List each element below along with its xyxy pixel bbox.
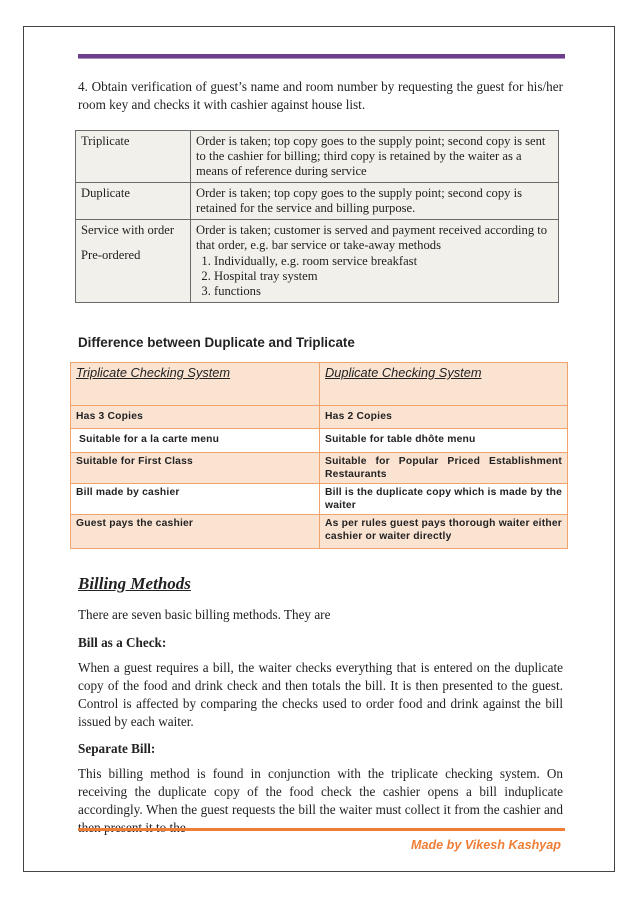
checking-methods-table xyxy=(75,130,559,303)
term-service-with-order: Service with order xyxy=(81,223,175,237)
list-item: 2. Hospital tray system xyxy=(214,269,553,284)
table-row xyxy=(71,484,568,515)
table-row xyxy=(76,131,559,183)
separate-bill-paragraph: This billing method is found in conjunction with the triplicate checking system. On receiving the duplicate copy of the food check the cashier opens a bill induplicate accordingly. When the guest requests the bill the waiter must collect it from the cashier and xyxy=(78,766,563,817)
table-row xyxy=(71,429,568,453)
list-item: 1. Individually, e.g. room service breakfast xyxy=(214,254,553,269)
table-row xyxy=(71,406,568,429)
author-credit: Made by Vikesh Kashyap xyxy=(410,838,561,852)
term-cell: Duplicate xyxy=(76,183,191,220)
term-pre-ordered: Pre-ordered xyxy=(81,248,141,262)
bill-as-check-paragraph: When a guest requires a bill, the waiter checks everything that is entered on the duplicate copy of the food and drink check and then totals the bill. It is then presented to the guest. Control is affected by comparing the checks used to order food and drink against the bill issued by each waiter. xyxy=(78,660,563,729)
billing-intro: There are seven basic billing methods. They are xyxy=(78,607,331,622)
table-cell: Bill made by cashier xyxy=(71,484,320,515)
table-cell: Guest pays the cashier xyxy=(71,515,320,549)
description-cell: Order is taken; top copy goes to the supply point; second copy is retained for the service and billing purpose. xyxy=(191,183,559,220)
header-rule xyxy=(78,54,565,59)
billing-methods-title: Billing Methods xyxy=(78,574,191,593)
table-cell: Suitable for Popular Priced Establishment Restaurants xyxy=(320,453,568,484)
service-description: Order is taken; customer is served and payment received according to that order, e.g. bar service or take-away methods xyxy=(196,223,548,252)
description-cell xyxy=(191,220,559,303)
footer-rule xyxy=(78,828,565,831)
difference-heading: Difference between Duplicate and Triplicate xyxy=(78,335,355,350)
table-row xyxy=(76,220,559,303)
separate-bill-heading: Separate Bill: xyxy=(78,741,156,756)
difference-table xyxy=(70,362,568,549)
term-cell: Triplicate xyxy=(76,131,191,183)
verification-paragraph: 4. Obtain verification of guest’s name and room number by requesting the guest for his/her room key and checks it with cashier against house list. xyxy=(78,79,563,112)
table-cell: Suitable for First Class xyxy=(71,453,320,484)
table-cell: As per rules guest pays thorough waiter either cashier or waiter directly xyxy=(320,515,568,549)
description-cell: Order is taken; top copy goes to the supply point; second copy is sent to the cashier for billing; third copy is retained by the waiter as a means of reference during service xyxy=(191,131,559,183)
table-row xyxy=(76,183,559,220)
table-cell: Suitable for table dhôte menu xyxy=(320,429,568,453)
table-cell: Bill is the duplicate copy which is made by the waiter xyxy=(320,484,568,515)
table-row xyxy=(71,515,568,549)
table-header-row xyxy=(71,363,568,406)
bill-as-check-heading: Bill as a Check: xyxy=(78,635,167,650)
table-cell: Suitable for a la carte menu xyxy=(71,429,320,453)
list-item: 3. functions xyxy=(214,284,553,299)
table-row xyxy=(71,453,568,484)
term-cell xyxy=(76,220,191,303)
column-header-triplicate: Triplicate Checking System xyxy=(71,363,320,406)
column-header-duplicate: Duplicate Checking System xyxy=(320,363,568,406)
table-cell: Has 2 Copies xyxy=(320,406,568,429)
table-cell: Has 3 Copies xyxy=(71,406,320,429)
service-examples-list xyxy=(214,254,553,299)
